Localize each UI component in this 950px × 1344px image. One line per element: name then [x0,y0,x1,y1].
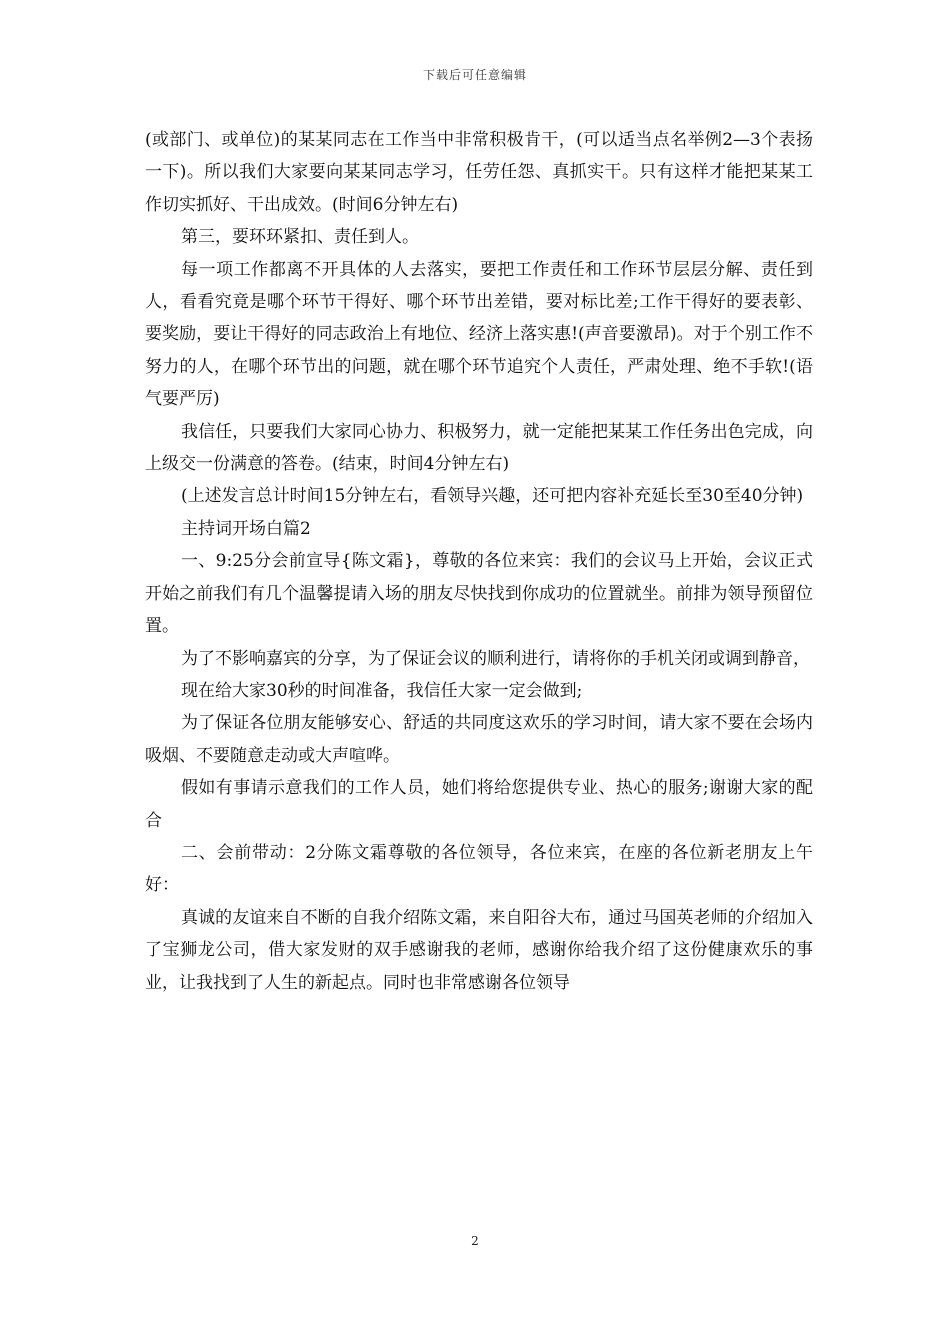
paragraph: 我信任，只要我们大家同心协力、积极努力，就一定能把某某工作任务出色完成，向上级交一份满意的答卷。(结束，时间4分钟左右) [145,421,813,475]
paragraph: 假如有事请示意我们的工作人员，她们将给您提供专业、热心的服务;谢谢大家的配合 [145,778,813,831]
paragraph: (上述发言总计时间15分钟左右，看领导兴趣，还可把内容补充延长至30至40分钟) [181,486,804,507]
section-heading: 主持词开场白篇2 [181,518,311,539]
paragraph: 为了保证各位朋友能够安心、舒适的共同度这欢乐的学习时间，请大家不要在会场内吸烟、不要随意走动或大声喧哗。 [145,713,813,766]
document-body [145,124,813,999]
paragraph: 二、会前带动：2分陈文霜尊敬的各位领导，各位来宾，在座的各位新老朋友上午好： [145,842,813,896]
paragraph: 第三，要环环紧扣、责任到人。 [181,227,419,248]
page-header: 下载后可任意编辑 [422,68,527,82]
page-number: 2 [471,1234,479,1248]
paragraph: 为了不影响嘉宾的分享，为了保证会议的顺利进行，请将你的手机关闭或调到静音， [181,648,810,669]
paragraph: 一、9:25分会前宣导{陈文霜}，尊敬的各位来宾：我们的会议马上开始，会议正式开始之前我们有几个温馨提请入场的朋友尽快找到你成功的位置就坐。前排为领导预留位置。 [145,551,813,637]
paragraph: (或部门、或单位)的某某同志在工作当中非常积极肯干，(可以适当点名举例2—3个表扬一下)。所以我们大家要向某某同志学习，任劳任怨、真抓实干。只有这样才能把某某工作切实抓好、干出成效。(时间6分钟左右) [145,130,813,215]
paragraph: 每一项工作都离不开具体的人去落实，要把工作责任和工作环节层层分解、责任到人，看看究竟是哪个环节干得好、哪个环节出差错，要对标比差;工作干得好的要表彰、要奖励，要让干得好的同志政治上有地位、经济上落实惠!(声音要激昂)。对于个别工作不努力的人，在哪个环节出的问题，就在哪个环节追究个人责任，严肃处理、绝不手软!(语气要严厉) [145,259,813,410]
paragraph: 真诚的友谊来自不断的自我介绍陈文霜，来自阳谷大布，通过马国英老师的介绍加入了宝狮龙公司，借大家发财的双手感谢我的老师，感谢你给我介绍了这份健康欢乐的事业，让我找到了人生的新起点。同时也非常感谢各位领导 [145,907,813,993]
paragraph: 现在给大家30秒的时间准备，我信任大家一定会做到; [181,680,583,701]
